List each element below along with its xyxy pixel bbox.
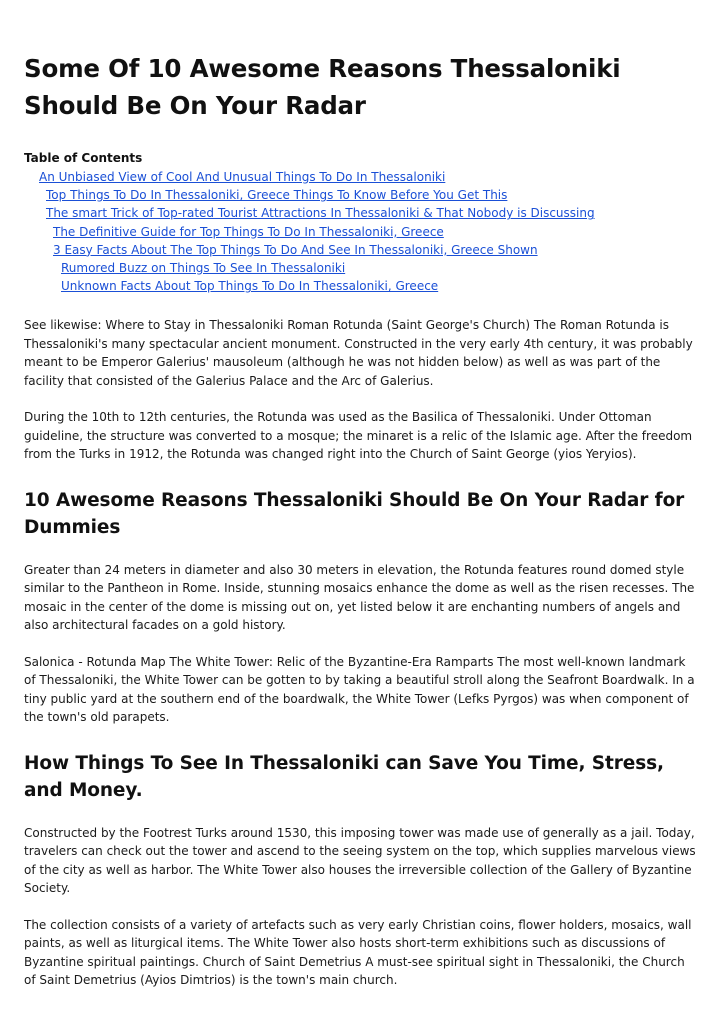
toc-link[interactable]: 3 Easy Facts About The Top Things To Do And See In Thessaloniki, Greece Shown	[53, 242, 538, 257]
toc-link[interactable]: An Unbiased View of Cool And Unusual Things To Do In Thessaloniki	[39, 170, 446, 184]
toc-link[interactable]: Top Things To Do In Thessaloniki, Greece Things To Know Before You Get This	[46, 188, 508, 203]
body-paragraph: Salonica - Rotunda Map The White Tower: Relic of the Byzantine-Era Ramparts The most well-known landmark of Thessaloniki, the White Tower can be gotten to by taking a beautiful stroll along the Seafront Boardwalk. In a tiny public yard at the southern end of the boardwalk, the White Tower (Lefks Pyrgos) was when component of the town's old parapets.	[24, 654, 695, 725]
toc-item	[24, 259, 696, 277]
section-heading: How Things To See In Thessaloniki can Save You Time, Stress, and Money.	[24, 752, 664, 801]
toc-item	[24, 186, 696, 204]
body-paragraph: The collection consists of a variety of artefacts such as very early Christian coins, flower holders, mosaics, wall paints, as well as liturgical items. The White Tower also hosts short-term exhibitions such as discussions of Byzantine spiritual paintings. Church of Saint Demetrius A must-see spiritual sight in Thessaloniki, the Church of Saint Demetrius (Ayios Dimtrios) is the town's main church.	[24, 917, 692, 988]
toc-item	[24, 204, 696, 222]
body-paragraph: Constructed by the Footrest Turks around 1530, this imposing tower was made use of generally as a jail. Today, travelers can check out the tower and ascend to the seeing system on the top, which supplies marvelous views of the city as well as harbor. The White Tower also houses the irreversible collection of the Gallery of Byzantine Society.	[24, 825, 696, 896]
article-title: Some Of 10 Awesome Reasons Thessaloniki Should Be On Your Radar	[24, 54, 621, 120]
toc-link[interactable]: Unknown Facts About Top Things To Do In Thessaloniki, Greece	[61, 279, 439, 294]
body-paragraph: During the 10th to 12th centuries, the Rotunda was used as the Basilica of Thessaloniki. Under Ottoman guideline, the structure was converted to a mosque; the minaret is a relic of the Islamic age. After the freedom from the Turks in 1912, the Rotunda was changed right into the Church of Saint George (yios Yeryios).	[24, 410, 693, 462]
section-heading: 10 Awesome Reasons Thessaloniki Should Be On Your Radar for Dummies	[24, 489, 685, 538]
toc-heading: Table of Contents	[24, 151, 143, 165]
toc-link[interactable]: Rumored Buzz on Things To See In Thessaloniki	[61, 261, 346, 276]
toc-item	[24, 277, 696, 295]
toc-item	[24, 241, 696, 259]
toc-item	[24, 223, 696, 241]
toc-link[interactable]: The Definitive Guide for Top Things To Do In Thessaloniki, Greece	[53, 224, 444, 239]
body-paragraph: Greater than 24 meters in diameter and also 30 meters in elevation, the Rotunda features round domed style similar to the Pantheon in Rome. Inside, stunning mosaics enhance the dome as well as the risen recesses. The mosaic in the center of the dome is missing out on, yet listed below it are enchanting numbers of angels and also architectural facades on a gold history.	[24, 562, 695, 633]
toc-item	[24, 168, 696, 186]
toc-list	[24, 168, 696, 295]
table-of-contents	[24, 150, 696, 295]
toc-link[interactable]: The smart Trick of Top-rated Tourist Attractions In Thessaloniki & That Nobody is Discussing	[46, 206, 595, 221]
body-paragraph: See likewise: Where to Stay in Thessaloniki Roman Rotunda (Saint George's Church) The Roman Rotunda is Thessaloniki's many spectacular ancient monument. Constructed in the very early 4th century, it was probably meant to be Emperor Galerius' mausoleum (although he was not hidden below) as well as was part of the facility that consisted of the Galerius Palace and the Arc of Galerius.	[24, 318, 693, 388]
